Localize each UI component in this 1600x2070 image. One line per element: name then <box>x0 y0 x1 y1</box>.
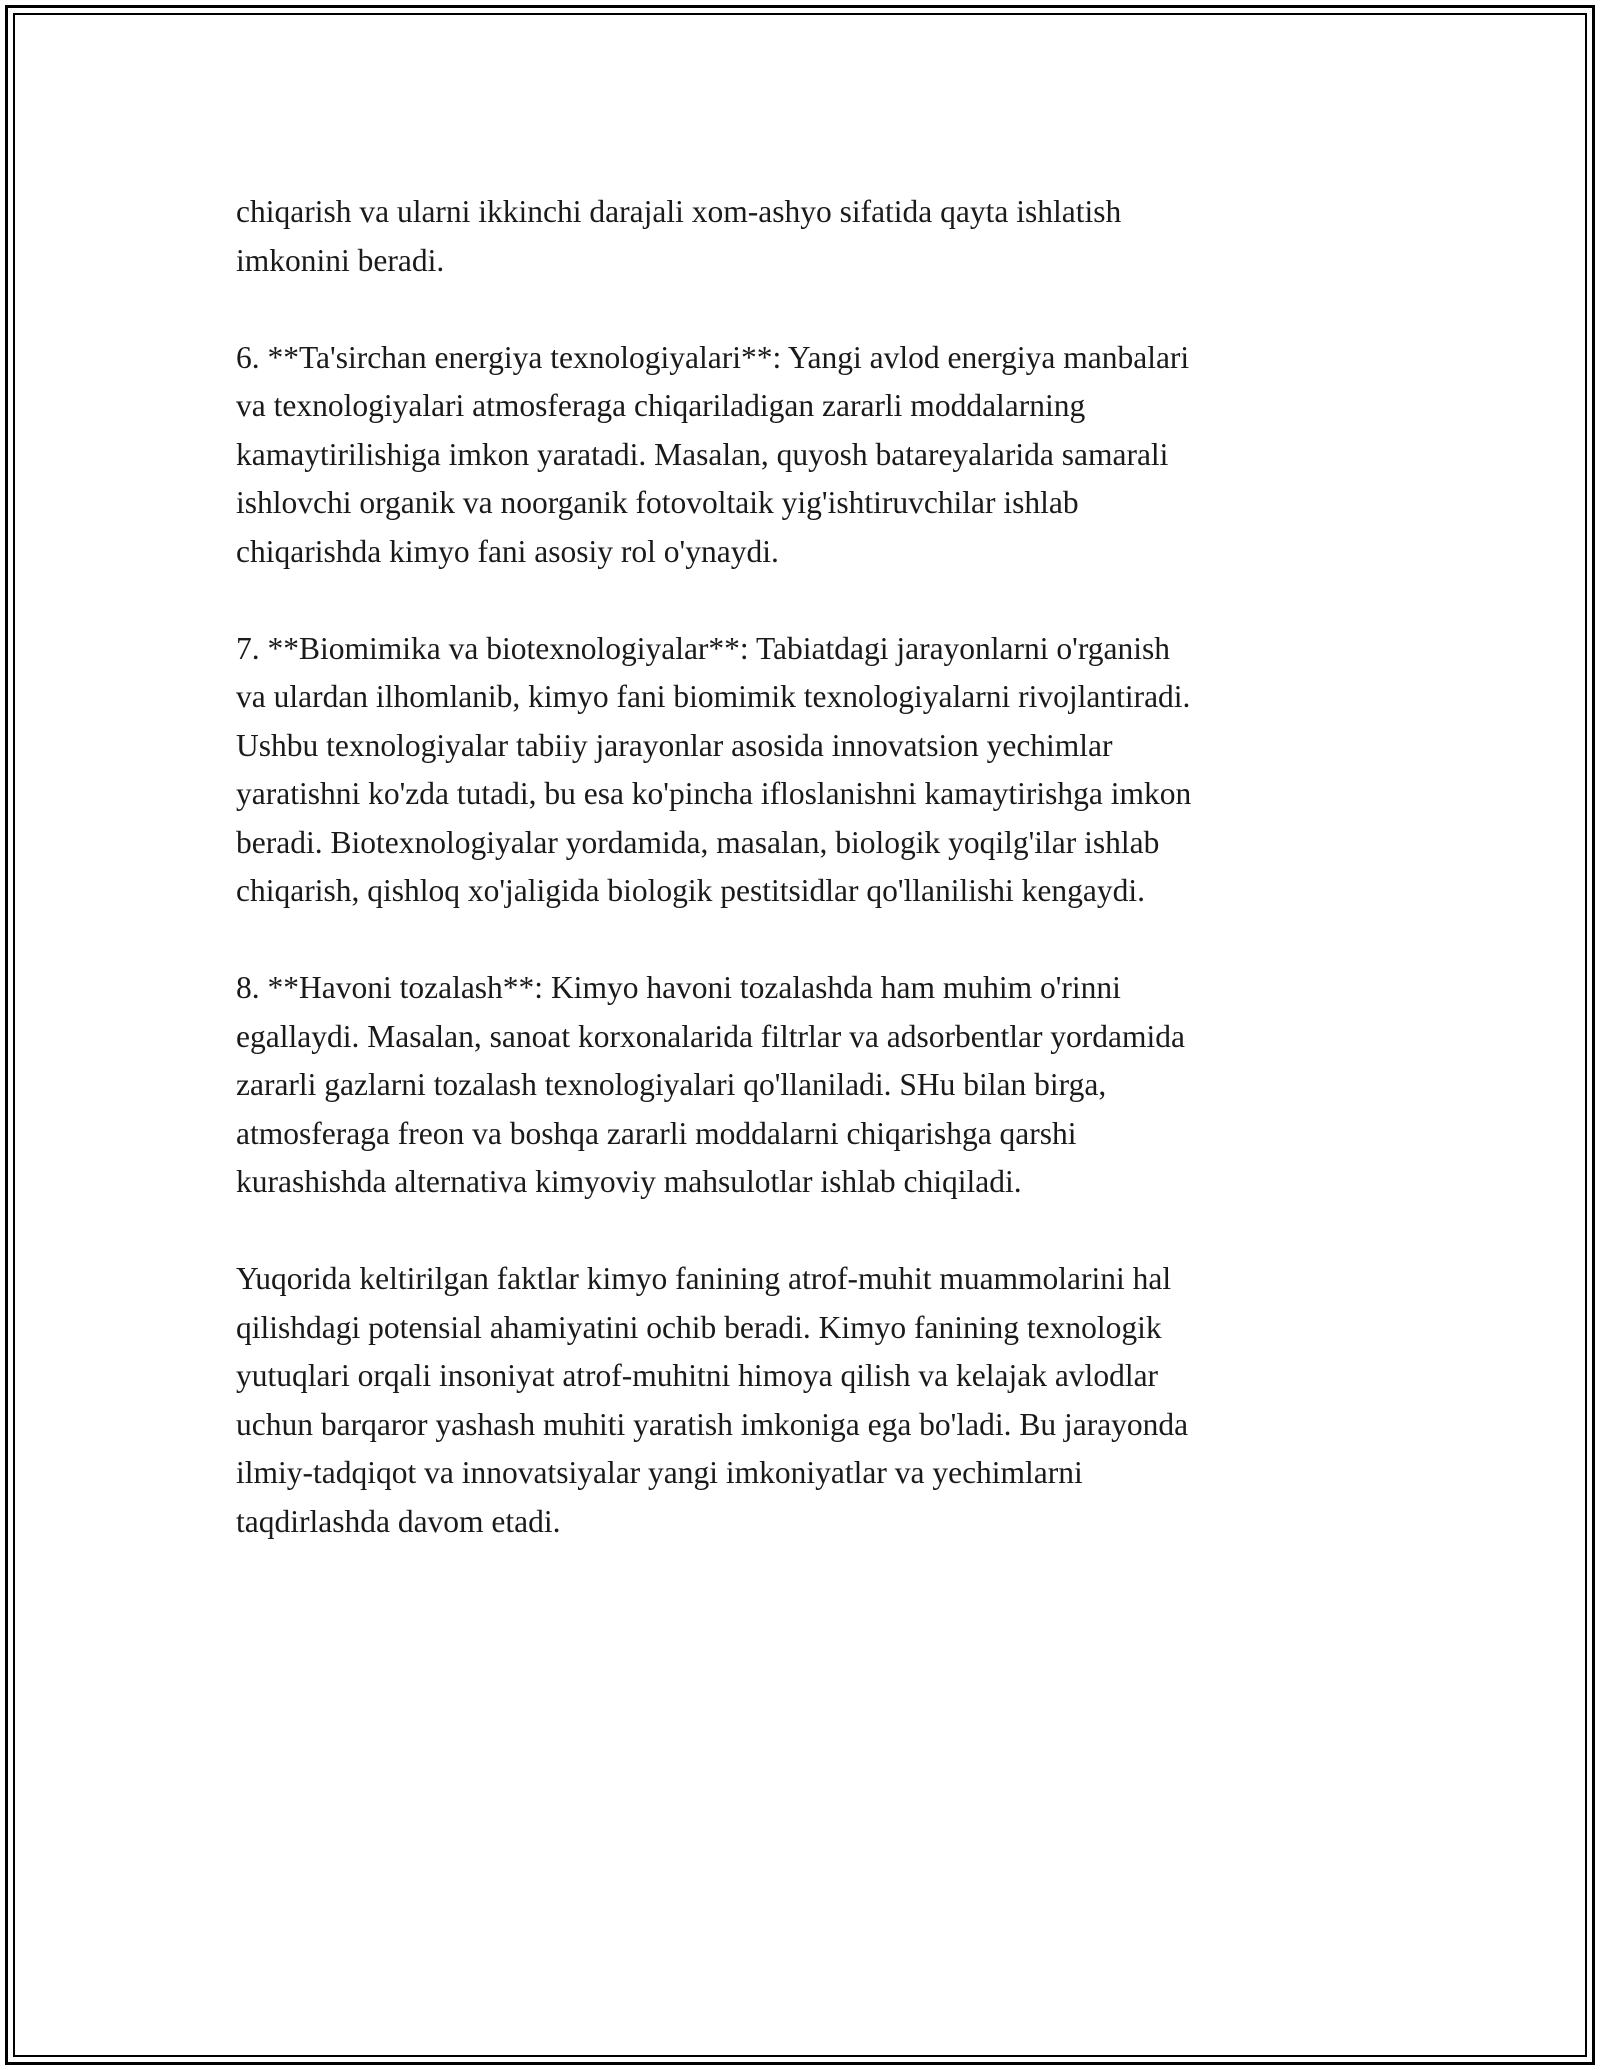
paragraph-conclusion: Yuqorida keltirilgan faktlar kimyo fanining atrof-muhit muammolarini hal qilishdagi potensial ahamiyatini ochib beradi. Kimyo fanining texnologik yutuqlari orqali insoniyat atrof-muhitni himoya qilish va kelajak avlodlar uchun barqaror yashash muhiti yaratish imkoniga ega bo'ladi. Bu jarayonda ilmiy-tadqiqot va innovatsiyalar yangi imkoniyatlar va yechimlarni taqdirlashda davom etadi. <box>236 1261 1189 1539</box>
paragraph-item-6: 6. **Ta'sirchan energiya texnologiyalari**: Yangi avlod energiya manbalari va texnologiyalari atmosferaga chiqariladigan zararli moddalarning kamaytirilishiga imkon yaratadi. Masalan, quyosh batareyalarida samarali ishlovchi organik va noorganik fotovoltaik yig'ishtiruvchilar ishlab chiqarishda kimyo fani asosiy rol o'ynaydi. <box>236 339 1190 569</box>
paragraph-continuation: chiqarish va ularni ikkinchi darajali xom-ashyo sifatida qayta ishlatish imkonini beradi. <box>236 194 1122 278</box>
paragraph-item-8: 8. **Havoni tozalash**: Kimyo havoni tozalashda ham muhim o'rinni egallaydi. Masalan, sanoat korxonalarida filtrlar va adsorbentlar yordamida zararli gazlarni tozalash texnologiyalari qo'llaniladi. SHu bilan birga, atmosferaga freon va boshqa zararli moddalarni chiqarishga qarshi kurashishda alternativa kimyoviy mahsulotlar ishlab chiqiladi. <box>236 970 1186 1199</box>
paragraph-item-7: 7. **Biomimika va biotexnologiyalar**: Tabiatdagi jarayonlarni o'rganish va ulardan ilhomlanib, kimyo fani biomimik texnologiyalarni rivojlantiradi. Ushbu texnologiyalar tabiiy jarayonlar asosida innovatsion yechimlar yaratishni ko'zda tutadi, bu esa ko'pincha ifloslanishni kamaytirishga imkon beradi. Biotexnologiyalar yordamida, masalan, biologik yoqilg'ilar ishlab chiqarish, qishloq xo'jaligida biologik pestitsidlar qo'llanilishi kengaydi. <box>236 630 1192 908</box>
document-body <box>236 188 1386 1595</box>
